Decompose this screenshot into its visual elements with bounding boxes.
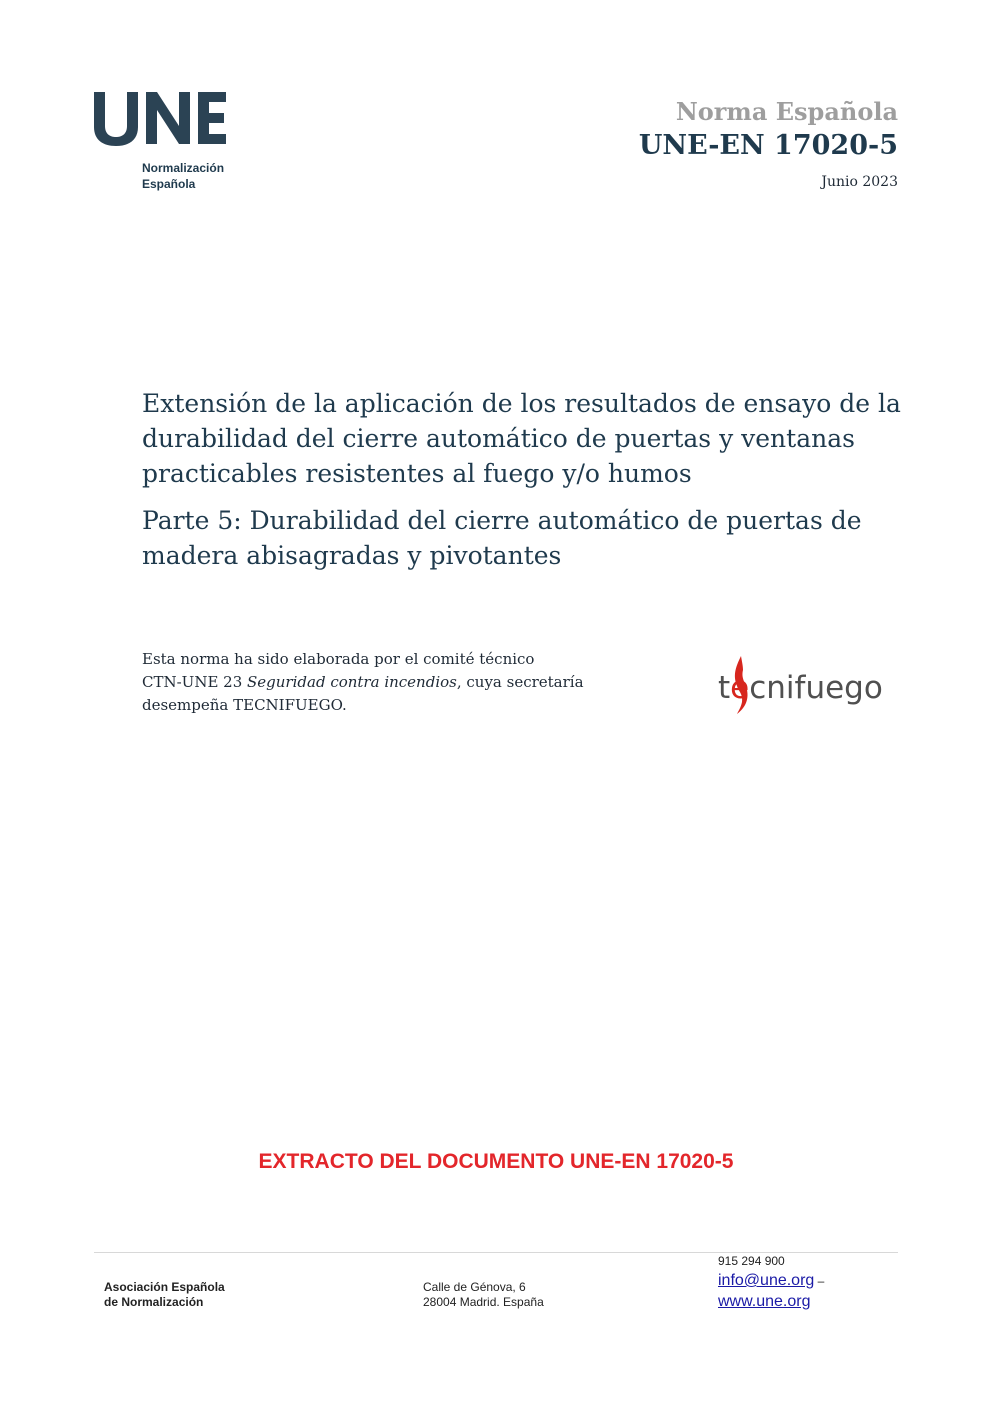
norm-kind: Norma Española <box>675 97 898 126</box>
part-line: madera abisagradas y pivotantes <box>142 541 562 570</box>
committee-line <box>142 671 662 694</box>
une-logo <box>92 90 242 200</box>
footer-address-line1: Calle de Génova, 6 <box>423 1280 526 1294</box>
tecnifuego-letter-e: e <box>730 670 750 706</box>
committee-line: desempeña TECNIFUEGO. <box>142 696 347 714</box>
une-subtitle-line2: Española <box>142 177 196 191</box>
footer-email-separator: – <box>814 1274 825 1288</box>
footer-address <box>423 1280 544 1310</box>
footer-web-link[interactable]: www.une.org <box>718 1293 811 1310</box>
document-title <box>142 386 912 573</box>
footer-divider <box>94 1252 898 1253</box>
title-line: durabilidad del cierre automático de puertas y ventanas <box>142 424 855 453</box>
footer-address-line2: 28004 Madrid. España <box>423 1295 544 1309</box>
title-line: Extensión de la aplicación de los resultados de ensayo de la <box>142 389 901 418</box>
extract-notice: EXTRACTO DEL DOCUMENTO UNE-EN 17020-5 <box>258 1150 734 1173</box>
footer-phone: 915 294 900 <box>718 1254 785 1268</box>
norm-code: UNE-EN 17020-5 <box>638 130 898 161</box>
norm-date: Junio 2023 <box>821 174 898 190</box>
title-line: practicables resistentes al fuego y/o humos <box>142 459 692 488</box>
tecnifuego-letter-t: t <box>718 670 731 706</box>
une-subtitle-line1: Normalización <box>142 161 225 175</box>
footer-association <box>104 1280 225 1310</box>
committee-suffix: , cuya secretaría <box>456 673 584 691</box>
footer-association-line1: Asociación Española <box>104 1280 225 1294</box>
document-part-title <box>142 503 912 573</box>
norm-header <box>639 96 898 190</box>
une-logo-subtitle <box>142 160 224 192</box>
footer-web-row <box>718 1292 811 1311</box>
tecnifuego-letters-rest: cnifuego <box>749 670 883 706</box>
committee-name: Seguridad contra incendios <box>247 673 457 691</box>
footer-email-row <box>718 1271 824 1291</box>
footer-email-link[interactable]: info@une.org <box>718 1272 815 1289</box>
part-line: Parte 5: Durabilidad del cierre automático de puertas de <box>142 506 862 535</box>
une-logo-mark <box>92 90 232 146</box>
committee-line: Esta norma ha sido elaborada por el comité técnico <box>142 650 535 668</box>
footer-association-line2: de Normalización <box>104 1295 204 1309</box>
tecnifuego-wordmark <box>718 670 883 706</box>
committee-statement <box>142 648 662 717</box>
committee-code: CTN-UNE 23 <box>142 673 248 691</box>
tecnifuego-logo <box>718 656 883 720</box>
